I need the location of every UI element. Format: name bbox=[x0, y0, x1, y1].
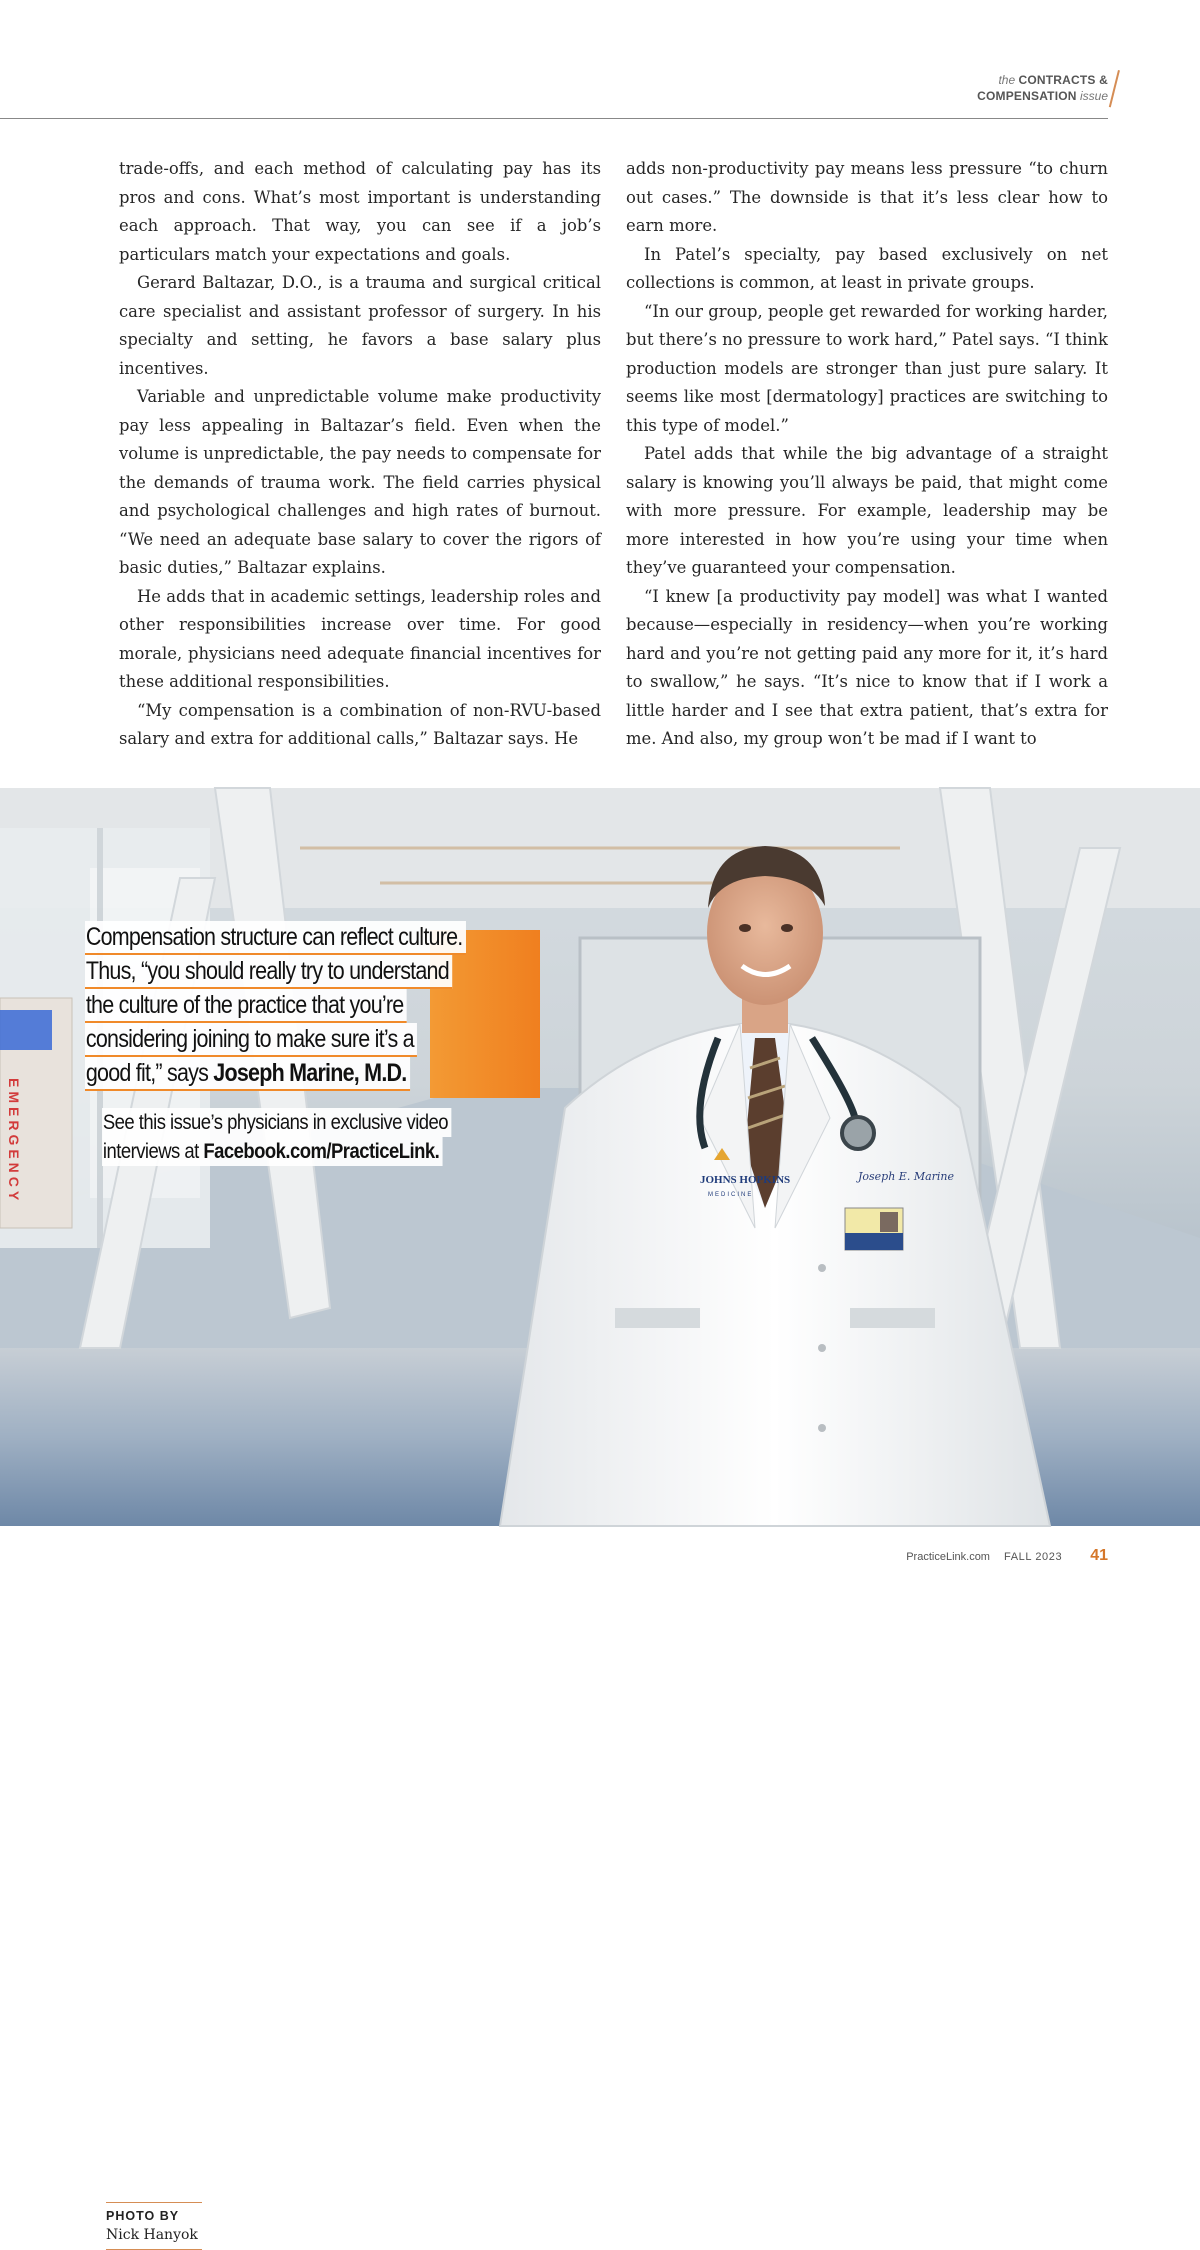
header-rule bbox=[0, 118, 1108, 119]
pull-quote bbox=[85, 921, 466, 1091]
running-head bbox=[977, 72, 1108, 104]
running-head-suffix: issue bbox=[1079, 89, 1108, 103]
article-column-left bbox=[119, 155, 601, 754]
pull-quote-line: Compensation structure can reflect culture. bbox=[85, 921, 466, 955]
article-column-right bbox=[626, 155, 1108, 754]
running-head-title2: COMPENSATION bbox=[977, 89, 1077, 103]
footer-issue: FALL 2023 bbox=[1003, 1551, 1063, 1563]
paragraph: “My compensation is a combination of non-RVU-based salary and extra for additional calls,” Baltazar says. He bbox=[119, 700, 601, 748]
paragraph: “In our group, people get rewarded for working harder, but there’s no pressure to work hard,” Patel says. “I think production models are stronger than just pure salary. It seems like most [dermatology] practices are switching to this type of model.” bbox=[626, 301, 1108, 435]
running-head-title1: CONTRACTS & bbox=[1018, 73, 1108, 87]
video-promo-line bbox=[102, 1137, 443, 1166]
paragraph: trade-offs, and each method of calculating pay has its pros and cons. What’s most important is understanding each approach. That way, you can see if a job’s particulars match your expectations and goals. bbox=[119, 159, 601, 264]
running-head-prefix: the bbox=[998, 73, 1016, 87]
header-slash-divider bbox=[1109, 70, 1120, 107]
pull-quote-line bbox=[85, 1057, 410, 1091]
facebook-link[interactable]: Facebook.com/PracticeLink. bbox=[203, 1140, 440, 1163]
video-promo-prefix: interviews at bbox=[102, 1140, 204, 1163]
video-promo bbox=[102, 1108, 452, 1166]
photo-credit-label: PHOTO BY bbox=[106, 2209, 180, 2223]
pull-quote-speaker: Joseph Marine, M.D. bbox=[213, 1059, 407, 1087]
paragraph: adds non-productivity pay means less pressure “to churn out cases.” The downside is that it’s less clear how to earn more. bbox=[626, 159, 1108, 235]
running-head-line2 bbox=[977, 88, 1108, 104]
pull-quote-line: considering joining to make sure it’s a bbox=[85, 1023, 417, 1057]
photo-credit-name: Nick Hanyok bbox=[106, 2227, 198, 2243]
paragraph: Variable and unpredictable volume make productivity pay less appealing in Baltazar’s field. Even when the volume is unpredictable, the pay needs to compensate for the demands of trauma work. The field carries physical and psychological challenges and high rates of burnout. “We need an adequate base salary to cover the rigors of basic duties,” Baltazar explains. bbox=[119, 387, 601, 577]
paragraph: Patel adds that while the big advantage of a straight salary is knowing you’ll always be paid, that might come with more pressure. For example, leadership may be more interested in how you’re using your time when they’ve guaranteed your compensation. bbox=[626, 444, 1108, 577]
video-promo-line: See this issue’s physicians in exclusive video bbox=[102, 1108, 452, 1137]
footer-site[interactable]: PracticeLink.com bbox=[906, 1551, 990, 1563]
photo-credit bbox=[106, 2202, 202, 2250]
paragraph: He adds that in academic settings, leadership roles and other responsibilities increase over time. For good morale, physicians need adequate financial incentives for these additional responsibilities. bbox=[119, 586, 601, 691]
stethoscope-chest-piece bbox=[842, 1117, 874, 1149]
paragraph: Gerard Baltazar, D.O., is a trauma and surgical critical care specialist and assistant professor of surgery. In his specialty and setting, he favors a base salary plus incentives. bbox=[119, 273, 601, 378]
paragraph: In Patel’s specialty, pay based exclusively on net collections is common, at least in private groups. bbox=[626, 244, 1108, 292]
page-number: 41 bbox=[1090, 1547, 1108, 1564]
coat-logo-subtext: MEDICINE bbox=[708, 1192, 754, 1198]
pull-quote-line: Thus, “you should really try to understand bbox=[85, 955, 452, 989]
emergency-sign bbox=[0, 998, 72, 1228]
page-footer bbox=[906, 1547, 1108, 1565]
paragraph: “I knew [a productivity pay model] was what I wanted because—especially in residency—when you’re working hard and you’re not getting paid any more for it, it’s hard to swallow,” he says. “It’s nice to know that if I work a little harder and I see that extra patient, that’s extra for me. And also, my group won’t be mad if I want to bbox=[626, 586, 1108, 748]
pull-quote-line: the culture of the practice that you’re bbox=[85, 989, 407, 1023]
coat-logo-text: JOHNS HOPKINS bbox=[700, 1174, 791, 1186]
emergency-sign-text: EMERGENCY bbox=[6, 1078, 22, 1205]
pull-quote-attribution-prefix: good fit,” says bbox=[85, 1059, 214, 1087]
running-head-line1 bbox=[977, 72, 1108, 88]
coat-name-embroidery: Joseph E. Marine bbox=[858, 1170, 955, 1183]
